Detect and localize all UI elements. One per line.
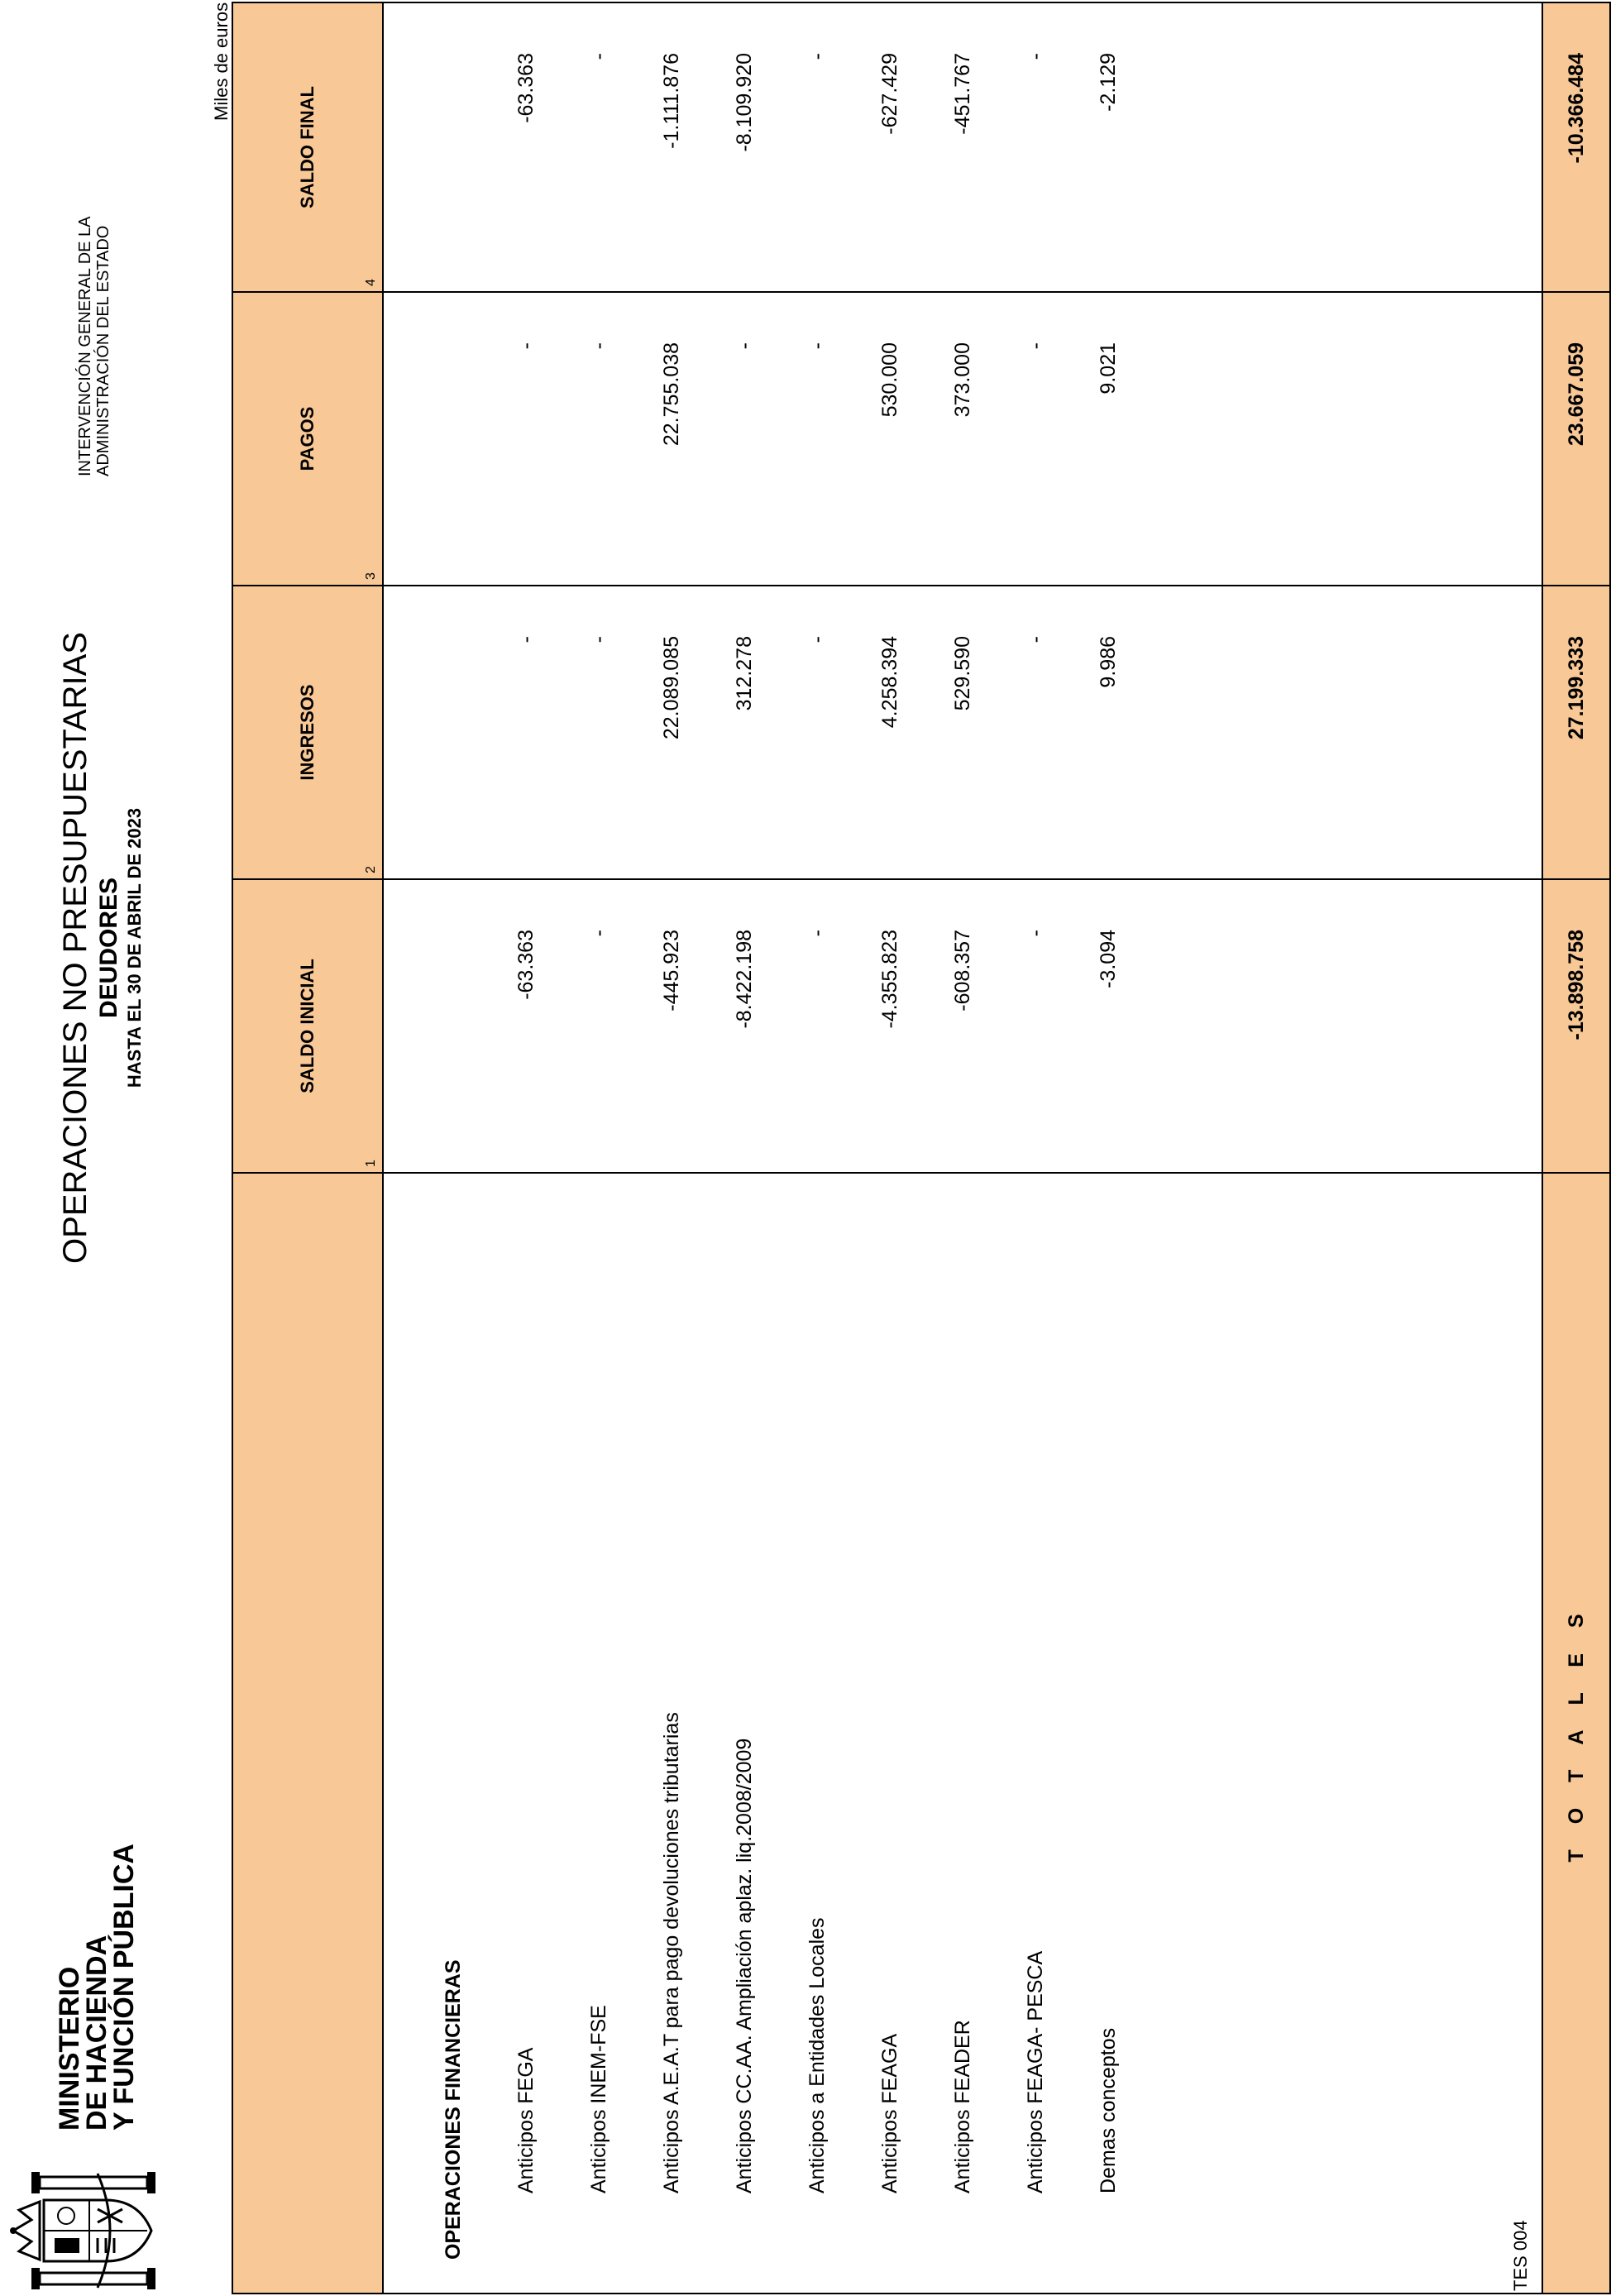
column-number: 1 bbox=[364, 1160, 378, 1167]
saldo-inicial-value: -8.422.198 bbox=[733, 930, 756, 1029]
header-label: PAGOS bbox=[297, 406, 318, 471]
saldo-final-value: - bbox=[587, 53, 610, 60]
saldo-final-value: -8.109.920 bbox=[733, 53, 756, 152]
pagos-column bbox=[383, 292, 1542, 586]
saldo-inicial-value: -63.363 bbox=[514, 930, 538, 1000]
ingresos-value: 4.258.394 bbox=[878, 636, 901, 729]
row-concept: Anticipos FEADER bbox=[951, 2020, 974, 2193]
total-pagos: 23.667.059 bbox=[1542, 292, 1610, 586]
saldo-inicial-value: -4.355.823 bbox=[878, 930, 901, 1029]
coat-of-arms-logo bbox=[7, 2169, 164, 2293]
saldo-final-value: -451.767 bbox=[951, 53, 974, 135]
ingresos-value: 9.986 bbox=[1097, 636, 1120, 688]
pagos-value: - bbox=[1024, 342, 1047, 350]
saldo-inicial-value: -608.357 bbox=[951, 930, 974, 1012]
debtors-table bbox=[232, 2, 1611, 2294]
total-ingresos: 27.199.333 bbox=[1542, 586, 1610, 879]
saldo-inicial-value: - bbox=[806, 930, 829, 937]
ingresos-value: - bbox=[514, 636, 538, 643]
saldo-inicial-column bbox=[383, 879, 1542, 1173]
ingresos-value: - bbox=[1024, 636, 1047, 643]
concept-column bbox=[383, 1173, 1542, 2294]
header-label: SALDO FINAL bbox=[297, 86, 318, 208]
row-concept: Anticipos A.E.A.T para pago devoluciones tributarias bbox=[660, 1712, 683, 2193]
row-concept: Demas conceptos bbox=[1097, 2027, 1120, 2193]
ministry-name bbox=[56, 1844, 138, 2131]
ingresos-value: - bbox=[587, 636, 610, 643]
pagos-value: 530.000 bbox=[878, 342, 901, 418]
ingresos-value: - bbox=[806, 636, 829, 643]
header-ingresos bbox=[232, 586, 383, 879]
row-concept: Anticipos INEM-FSE bbox=[587, 2005, 610, 2193]
saldo-final-value: -1.111.876 bbox=[660, 53, 683, 149]
saldo-final-value: -627.429 bbox=[878, 53, 901, 135]
igae-line-2: ADMINISTRACIÓN DEL ESTADO bbox=[94, 225, 112, 476]
report-subtitle: DEUDORES bbox=[95, 877, 122, 1019]
pagos-value: 22.755.038 bbox=[660, 342, 683, 447]
header-label: SALDO INICIAL bbox=[297, 959, 318, 1093]
totals-label: T O T A L E S bbox=[1542, 1173, 1610, 2294]
row-concept: Anticipos a Entidades Locales bbox=[806, 1917, 829, 2193]
column-number: 3 bbox=[364, 572, 378, 580]
units-label: Miles de euros bbox=[211, 2, 232, 121]
column-number: 2 bbox=[364, 866, 378, 873]
header-saldo-final bbox=[232, 2, 383, 292]
section-title: OPERACIONES FINANCIERAS bbox=[442, 1959, 465, 2260]
saldo-inicial-value: - bbox=[1024, 930, 1047, 937]
ministry-line-1: MINISTERIO bbox=[54, 1966, 85, 2131]
igae-name bbox=[76, 13, 112, 476]
saldo-final-value: - bbox=[806, 53, 829, 60]
pagos-value: 9.021 bbox=[1097, 342, 1120, 395]
totals-row bbox=[1542, 2, 1610, 2294]
row-concept: Anticipos FEGA bbox=[514, 2047, 538, 2193]
row-concept: Anticipos CC.AA. Ampliación aplaz. liq.2008/2009 bbox=[733, 1738, 756, 2193]
pagos-value: 373.000 bbox=[951, 342, 974, 418]
header-row bbox=[232, 2, 383, 2294]
saldo-final-column bbox=[383, 2, 1542, 292]
header-pagos bbox=[232, 292, 383, 586]
ingresos-value: 22.089.085 bbox=[660, 636, 683, 740]
report-title: OPERACIONES NO PRESUPUESTARIAS bbox=[57, 632, 93, 1264]
saldo-final-value: -2.129 bbox=[1097, 53, 1120, 112]
ministry-line-2: DE HACIENDA bbox=[81, 1935, 112, 2131]
header-label: INGRESOS bbox=[297, 684, 318, 781]
ingresos-value: 529.590 bbox=[951, 636, 974, 711]
body-row bbox=[383, 2, 1542, 2294]
total-saldo-final: -10.366.484 bbox=[1542, 2, 1610, 292]
pagos-value: - bbox=[514, 342, 538, 350]
pagos-value: - bbox=[806, 342, 829, 350]
ingresos-column bbox=[383, 586, 1542, 879]
saldo-inicial-value: -3.094 bbox=[1097, 930, 1120, 988]
saldo-final-value: - bbox=[1024, 53, 1047, 60]
header-concept-cell bbox=[232, 1173, 383, 2294]
report-date: HASTA EL 30 DE ABRIL DE 2023 bbox=[124, 807, 145, 1088]
header-saldo-inicial bbox=[232, 879, 383, 1173]
form-code: TES 004 bbox=[1510, 2220, 1531, 2291]
ministry-line-3: Y FUNCIÓN PÚBLICA bbox=[108, 1844, 140, 2131]
saldo-inicial-value: -445.923 bbox=[660, 930, 683, 1012]
igae-line-1: INTERVENCIÓN GENERAL DE LA bbox=[76, 216, 94, 476]
saldo-final-value: -63.363 bbox=[514, 53, 538, 123]
row-concept: Anticipos FEAGA bbox=[878, 2033, 901, 2193]
column-number: 4 bbox=[364, 279, 378, 286]
row-concept: Anticipos FEAGA- PESCA bbox=[1024, 1950, 1047, 2193]
ingresos-value: 312.278 bbox=[733, 636, 756, 711]
pagos-value: - bbox=[733, 342, 756, 350]
pagos-value: - bbox=[587, 342, 610, 350]
total-saldo-inicial: -13.898.758 bbox=[1542, 879, 1610, 1173]
saldo-inicial-value: - bbox=[587, 930, 610, 937]
